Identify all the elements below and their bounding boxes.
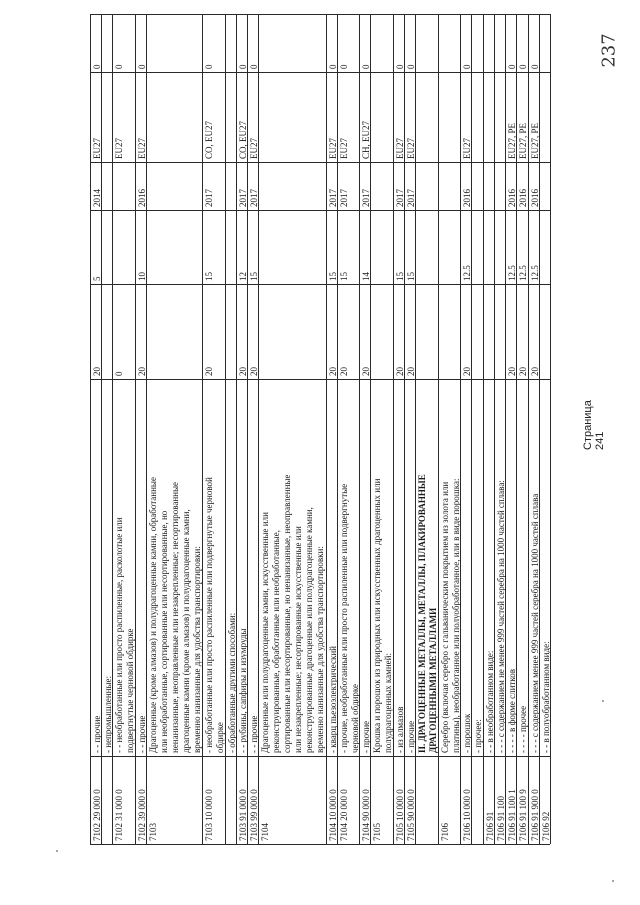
table-cell-code: 7105 [372,823,383,841]
table-cell-code: 7106 91 [484,811,495,841]
table-cell-desc: Драгоценные или полудрагоценные камни, искусственные или реконструированные, обработанные или необработанные, сортированные или несортированные, но ненанизанные, неоправленные или незакрепленные; несортированные искусственные или реконструированные драгоценные или полудрагоценные камни, временно нанизанные для удобства транспортировки: [260,474,326,753]
table-cell-last: 0 [338,64,349,69]
table-cell-tag: EU27, PE [518,123,529,159]
table-cell-rate: 20 [361,367,372,376]
table-cell-quota: 15 [394,272,405,281]
table-cell-rate: 20 [136,367,147,376]
table-cell-quota: 12.5 [462,265,473,281]
table-cell-quota: 12.5 [507,265,518,281]
table-cell-last: 0 [204,64,215,69]
table-cell-code: 7106 10 000 0 [462,789,473,841]
table-cell-code: 7105 10 000 0 [394,789,405,841]
table-cell-code: 7106 91 100 [495,796,506,841]
table-cell-rate: 20 [507,367,518,376]
table-cell-code: 7103 91 000 0 [237,789,248,841]
table-cell-desc: - кварц пьезоэлектрический [327,646,338,753]
table-cell-desc: - - прочие [136,715,147,753]
table-cell-last: 0 [406,64,417,69]
table-cell-tag: EU27 [136,138,147,159]
table-cell-code: 7104 [260,823,271,841]
table-cell-last: 0 [249,64,260,69]
table-cell-quota: 15 [338,272,349,281]
table-cell-code: 7103 10 000 0 [204,789,215,841]
table-cell-code: 7106 [439,823,450,841]
table-cell-code: 7104 10 000 0 [327,789,338,841]
table-cell-rate: 20 [204,367,215,376]
table-cell-rate: 20 [338,367,349,376]
table-cell-desc: Крошка и порошок из природных или искусственных драгоценных или полудрагоценных камней: [372,478,394,753]
table-cell-tag: EU27 [114,138,125,159]
table-cell-tag: EU27 [249,138,260,159]
table-cell-desc: - - в необработанном виде: [484,650,495,753]
table-cell-code: 7106 91 100 9 [518,789,529,841]
table-cell-year: 2017 [204,189,215,207]
table-cell-last: 0 [518,64,529,69]
table-cell-desc: - обработанные другими способами: [226,612,237,753]
table-cell-tag: EU27 [327,138,338,159]
table-cell-desc: II. ДРАГОЦЕННЫЕ МЕТАЛЛЫ, МЕТАЛЛЫ, ПЛАКИРОВАННЫЕ ДРАГОЦЕННЫМИ МЕТАЛЛАМИ [417,474,439,753]
table-cell-desc: - прочие [406,720,417,753]
table-cell-last: 0 [462,64,473,69]
table-cell-last: 0 [114,64,125,69]
tariff-table [90,14,550,844]
table-cell-rate: 20 [394,367,405,376]
table-cell-code: 7103 99 000 0 [249,789,260,841]
table-cell-tag: EU27 [338,138,349,159]
table-cell-year: 2016 [529,189,540,207]
table-cell-tag: CO, EU27 [237,121,248,159]
table-cell-last: 0 [529,64,540,69]
table-cell-year: 2017 [394,189,405,207]
table-cell-last: 0 [507,64,518,69]
table-cell-desc: - необработанные или просто распиленные или подвергнутые черновой обдирке [204,477,226,753]
table-cell-rate: 20 [327,367,338,376]
table-cell-code: 7106 91 100 1 [507,789,518,841]
table-cell-rate: 20 [249,367,260,376]
handwritten-page-mark: 237 [598,33,620,68]
table-cell-desc: Драгоценные (кроме алмазов) и полудрагоценные камни, обработанные или необработанные, сортированные или несортированные, но ненанизанные, неоправленные или незакрепленные; несортированные драгоценные камни (кроме алмазов) и полудрагоценные камни, временно нанизанные для удобства транспортировки: [148,477,203,753]
table-cell-code: 7102 29 000 0 [92,789,102,841]
table-cell-tag: EU27, PE [507,123,518,159]
table-cell-code: 7103 [148,823,159,841]
table-cell-last: 0 [237,64,248,69]
table-cell-quota: 14 [361,272,372,281]
table-cell-rate: 20 [237,367,248,376]
table-cell-year: 2017 [361,189,372,207]
scan-speck [612,880,614,882]
table-cell-year: 2016 [518,189,529,207]
table-cell-year: 2016 [462,189,473,207]
table-cell-tag: EU27 [394,138,405,159]
table-cell-desc: - - рубины, сапфиры и изумруды [237,628,248,753]
table-cell-quota: 15 [204,272,215,281]
table-cell-desc: - прочее: [473,719,484,753]
table-cell-rate: 20 [462,367,473,376]
table-cell-rate: 20 [529,367,540,376]
table-cell-desc: - - - - прочее [518,705,529,753]
table-cell-tag: EU27, PE [529,123,540,159]
table-cell-desc: - - - с содержанием менее 999 частей серебра на 1000 частей сплава [529,493,540,753]
table-cell-tag: CO, EU27 [204,121,215,159]
table-cell-quota: 5 [92,276,102,281]
table-cell-code: 7105 90 000 0 [406,789,417,841]
table-cell-year: 2017 [237,189,248,207]
table-cell-last: 0 [92,64,102,69]
table-cell-tag: CH, EU27 [361,121,372,159]
table-cell-year: 2016 [136,189,147,207]
table-cell-quota: 15 [327,272,338,281]
table-cell-desc: - прочие, необработанные или просто распиленные или подвергнутые черновой обдирке [338,483,360,753]
table-cell-last: 0 [136,64,147,69]
table-cell-tag: EU27 [406,138,417,159]
table-cell-quota: 12 [237,272,248,281]
table-cell-desc: - из алмазов [394,706,405,753]
table-cell-year: 2016 [507,189,518,207]
table-cell-last: 0 [327,64,338,69]
table-cell-rate: 0 [114,371,125,376]
table-cell-code: 7106 92 [540,811,551,841]
table-cell-quota: 12.5 [529,265,540,281]
table-cell-year: 2017 [338,189,349,207]
table-cell-code: 7102 31 000 0 [114,789,125,841]
table-cell-desc: - - прочие [249,715,260,753]
table-cell-desc: Серебро (включая серебро с гальваническим покрытием из золота или платины), необработанное или полуобработанное, или в виде порошка: [439,478,461,753]
table-cell-quota: 15 [406,272,417,281]
table-cell-tag: EU27 [462,138,473,159]
table-cell-tag: EU27 [92,138,102,159]
table-cell-desc: - - прочие [92,715,102,753]
table-cell-rate: 20 [406,367,417,376]
table-cell-desc: - порошок [462,713,473,753]
table-cell-quota: 12.5 [518,265,529,281]
table-cell-desc: - - необработанные или просто распиленные, расколотые или подвергнутые черновой обдирке [114,517,136,753]
table-cell-desc: - прочие [361,720,372,753]
table-cell-quota: 10 [136,272,147,281]
table-cell-rate: 20 [92,367,102,376]
scan-speck [56,850,58,852]
page-footer: Страница 241 [582,400,606,450]
table-cell-quota: 15 [249,272,260,281]
table-cell-desc: - - - с содержанием не менее 999 частей серебра на 1000 частей сплава: [495,480,506,753]
table-cell-year: 2017 [327,189,338,207]
table-cell-code: 7104 90 000 0 [361,789,372,841]
table-cell-last: 0 [361,64,372,69]
table-cell-code: 7102 39 000 0 [136,789,147,841]
table-cell-desc: - - в полуобработанном виде: [540,641,551,753]
scan-speck [602,700,604,702]
table-cell-last: 0 [394,64,405,69]
table-cell-year: 2017 [406,189,417,207]
table-cell-code: 7106 91 900 0 [529,789,540,841]
table-cell-year: 2017 [249,189,260,207]
table-cell-year: 2014 [92,189,102,207]
table-cell-desc: - непромышленные: [103,675,114,753]
table-cell-desc: - - - - в форме слитков [507,668,518,753]
table-cell-code: 7104 20 000 0 [338,789,349,841]
table-cell-rate: 20 [518,367,529,376]
